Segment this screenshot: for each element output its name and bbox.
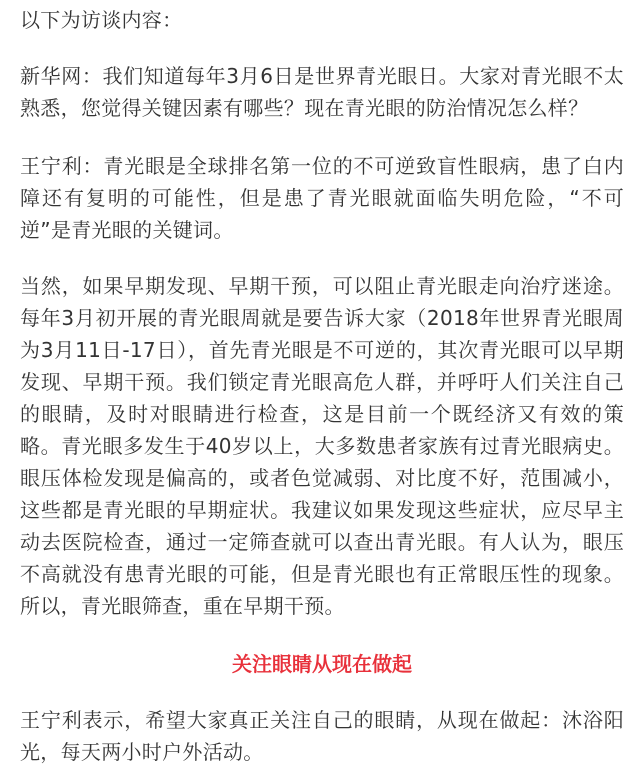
interview-answer-paragraph: 王宁利：青光眼是全球排名第一位的不可逆致盲性眼病，患了白内障还有复明的可能性，但是患了青光眼就面临失明危险，“不可逆”是青光眼的关键词。 xyxy=(20,154,624,242)
interview-answer-continued-paragraph: 当然，如果早期发现、早期干预，可以阻止青光眼走向治疗迷途。每年3月初开展的青光眼周就是要告诉大家（2018年世界青光眼周为3月11日-17日），首先青光眼是不可逆的，其次青光眼可以早期发现、早期干预。我们锁定青光眼高危人群，并呼吁人们关注自己的眼睛，及时对眼睛进行检查，这是目前一个既经济又有效的策略。青光眼多发生于40岁以上，大多数患者家族有过青光眼病史。眼压体检发现是偏高的，或者色觉减弱、对比度不好，范围减小，这些都是青光眼的早期症状。我建议如果发现这些症状，应尽早主动去医院检查，通过一定筛查就可以查出青光眼。有人认为，眼压不高就没有患青光眼的可能，但是青光眼也有正常眼压性的现象。所以，青光眼筛查，重在早期干预。 xyxy=(20,274,624,618)
interview-question-paragraph: 新华网：我们知道每年3月6日是世界青光眼日。大家对青光眼不太熟悉，您觉得关键因素有哪些？现在青光眼的防治情况怎么样？ xyxy=(20,64,624,120)
closing-paragraph: 王宁利表示，希望大家真正关注自己的眼睛，从现在做起：沐浴阳光，每天两小时户外活动。 xyxy=(20,708,624,764)
intro-paragraph: 以下为访谈内容： xyxy=(20,8,183,32)
section-heading: 关注眼睛从现在做起 xyxy=(232,652,412,676)
